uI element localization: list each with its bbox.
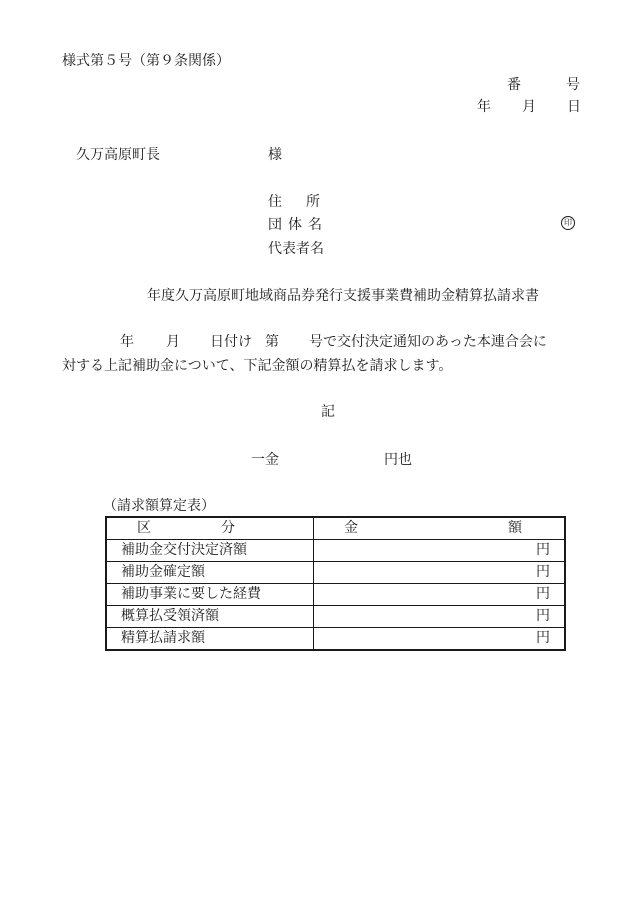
table-row [106, 628, 565, 651]
org-label-3: 名 [308, 217, 322, 233]
organization-name-label [268, 216, 322, 234]
body-year: 年 [120, 334, 134, 350]
address-label [268, 193, 320, 211]
header-amount-2: 額 [508, 520, 522, 536]
document-number-field [507, 76, 580, 94]
date-day-label: 日 [567, 99, 581, 115]
org-label-1: 団 [268, 217, 282, 233]
header-item-1: 区 [137, 520, 151, 536]
row-amount: 円 [314, 628, 566, 651]
document-date-field [477, 98, 581, 116]
calculation-table [105, 516, 566, 651]
table-row [106, 606, 565, 628]
header-amount [314, 517, 566, 540]
row-item: 精算払請求額 [106, 628, 314, 651]
body-line1-rest: 号で交付決定通知のあった本連合会に [309, 334, 547, 350]
header-amount-1: 金 [344, 520, 358, 536]
row-amount: 円 [314, 584, 566, 606]
row-amount: 円 [314, 606, 566, 628]
amount-line [251, 451, 412, 469]
row-item: 補助金確定額 [106, 562, 314, 584]
org-label-2: 体 [288, 217, 302, 233]
address-label-2: 所 [306, 194, 320, 210]
row-item: 補助事業に要した経費 [106, 584, 314, 606]
header-item [106, 517, 314, 540]
row-item: 補助金交付決定済額 [106, 540, 314, 562]
date-year-label: 年 [477, 99, 491, 115]
row-item: 概算払受領済額 [106, 606, 314, 628]
form-number: 様式第５号（第９条関係） [62, 53, 230, 69]
header-item-2: 分 [221, 520, 235, 536]
document-title: 年度久万高原町地域商品券発行支援事業費補助金精算払請求書 [147, 288, 539, 304]
body-day-suffix: 日付け [210, 334, 252, 350]
ki-heading: 記 [321, 404, 335, 420]
table-row [106, 562, 565, 584]
date-month-label: 月 [522, 99, 536, 115]
body-month: 月 [166, 334, 180, 350]
table-row [106, 540, 565, 562]
representative-name-label: 代表者名 [268, 241, 324, 257]
table-row [106, 584, 565, 606]
table-caption: （請求額算定表） [103, 498, 215, 514]
addressee-honorific: 様 [268, 147, 282, 163]
row-amount: 円 [314, 562, 566, 584]
number-label-1: 番 [507, 77, 521, 93]
table-header-row [106, 517, 565, 540]
amount-prefix: 一金 [251, 452, 279, 468]
body-text-line-1 [120, 333, 547, 351]
row-amount: 円 [314, 540, 566, 562]
amount-suffix: 円也 [384, 452, 412, 468]
body-no-prefix: 第 [265, 334, 279, 350]
number-label-2: 号 [566, 77, 580, 93]
seal-stamp-icon: 印 [561, 216, 575, 230]
address-label-1: 住 [268, 194, 282, 210]
body-text-line-2: 対する上記補助金について、下記金額の精算払を請求します。 [62, 358, 453, 374]
addressee-name: 久万高原町長 [76, 147, 160, 163]
